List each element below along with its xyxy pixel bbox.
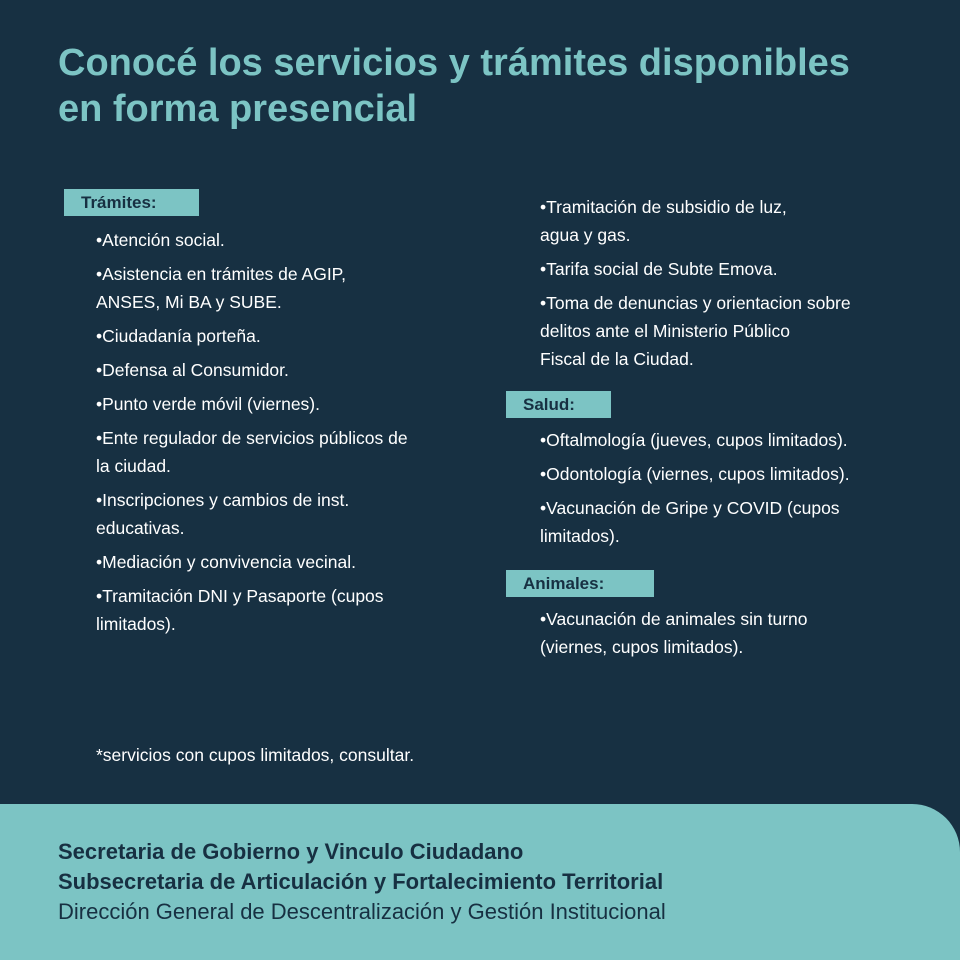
list-item (96, 486, 464, 542)
tramites-list (64, 226, 464, 638)
list-item (540, 426, 926, 454)
list-item-line: •Tramitación DNI y Pasaporte (cupos (96, 586, 384, 606)
list-item (96, 260, 464, 316)
footer-subsecretaria: Subsecretaria de Articulación y Fortalecimiento Territorial (58, 869, 664, 894)
list-item-line: la ciudad. (96, 456, 171, 476)
list-item (540, 193, 926, 249)
list-item-line: educativas. (96, 518, 185, 538)
list-item-line: •Mediación y convivencia vecinal. (96, 552, 357, 572)
list-item-line: limitados). (540, 526, 620, 546)
list-item-line: delitos ante el Ministerio Público (540, 321, 790, 341)
tramites-badge: Trámites: (64, 189, 199, 216)
list-item (96, 548, 464, 576)
list-item-line: •Odontología (viernes, cupos limitados). (540, 464, 850, 484)
page-title-line-2: en forma presencial (58, 88, 418, 130)
animales-list (506, 605, 926, 661)
list-item (96, 322, 464, 350)
list-item (96, 226, 464, 254)
page-title (58, 40, 938, 132)
list-item-line: •Asistencia en trámites de AGIP, (96, 264, 346, 284)
list-item (540, 605, 926, 661)
list-item (540, 460, 926, 488)
salud-badge: Salud: (506, 391, 611, 418)
list-item-line: •Inscripciones y cambios de inst. (96, 490, 350, 510)
list-item (96, 390, 464, 418)
list-item-line: •Defensa al Consumidor. (96, 360, 289, 380)
page-title-line-1: Conocé los servicios y trámites disponibles (58, 42, 850, 84)
footer-banner (0, 804, 960, 960)
list-item-line: •Tramitación de subsidio de luz, (540, 197, 787, 217)
footer-direccion: Dirección General de Descentralización y Gestión Institucional (58, 899, 666, 924)
list-item-line: •Toma de denuncias y orientacion sobre (540, 293, 851, 313)
list-item-line: agua y gas. (540, 225, 631, 245)
list-item-line: •Vacunación de animales sin turno (540, 609, 808, 629)
footer-secretaria: Secretaria de Gobierno y Vinculo Ciudadano (58, 839, 524, 864)
list-item-line: Fiscal de la Ciudad. (540, 349, 694, 369)
tramites-list-continued (506, 193, 926, 373)
salud-list (506, 426, 926, 550)
list-item-line: •Ciudadanía porteña. (96, 326, 261, 346)
left-column (64, 189, 464, 644)
list-item-line: •Vacunación de Gripe y COVID (cupos (540, 498, 840, 518)
list-item-line: limitados). (96, 614, 176, 634)
list-item (540, 289, 926, 373)
list-item-line: •Ente regulador de servicios públicos de (96, 428, 408, 448)
list-item-line: •Punto verde móvil (viernes). (96, 394, 320, 414)
list-item-line: ANSES, Mi BA y SUBE. (96, 292, 282, 312)
list-item (540, 494, 926, 550)
list-item (96, 582, 464, 638)
list-item (540, 255, 926, 283)
list-item-line: •Atención social. (96, 230, 225, 250)
right-column (506, 193, 926, 667)
list-item-line: (viernes, cupos limitados). (540, 637, 744, 657)
list-item-line: •Tarifa social de Subte Emova. (540, 259, 778, 279)
list-item-line: •Oftalmología (jueves, cupos limitados). (540, 430, 848, 450)
list-item (96, 356, 464, 384)
animales-badge: Animales: (506, 570, 654, 597)
list-item (96, 424, 464, 480)
limited-services-note: *servicios con cupos limitados, consultar. (96, 745, 415, 765)
